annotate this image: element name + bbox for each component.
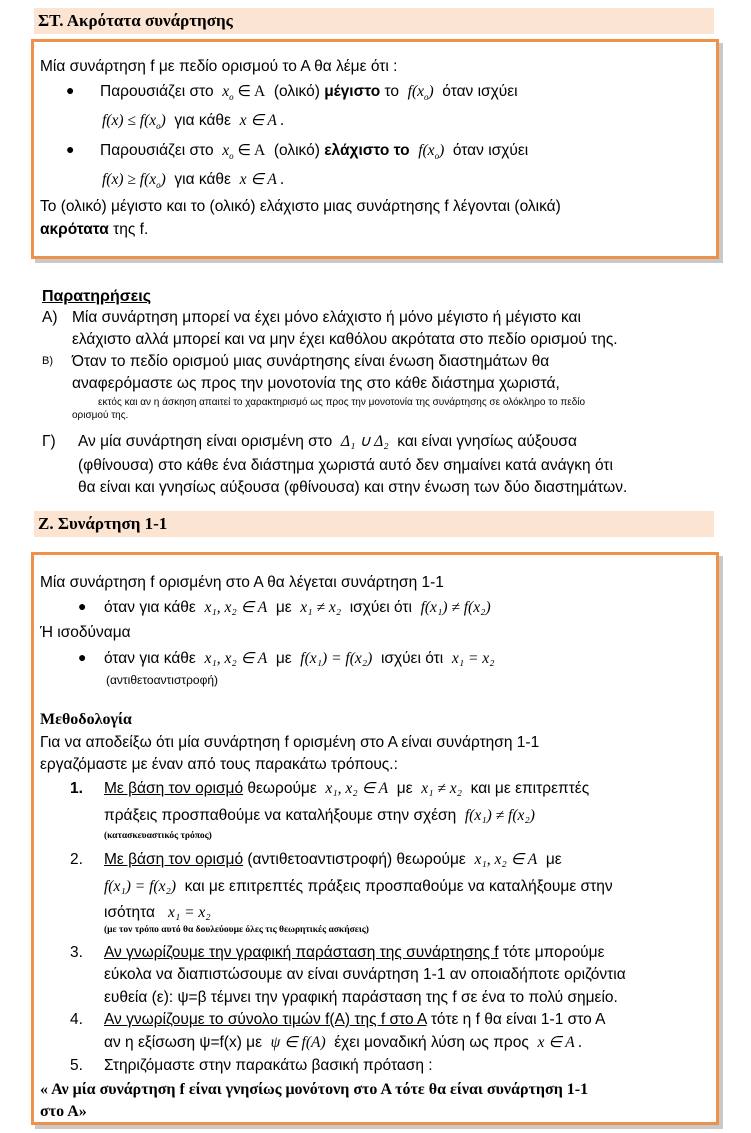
step-2-note: (με τον τρόπο αυτό θα δουλεύουμε όλες τις θεωρητικές ασκήσεις) [104, 925, 369, 935]
section-z-header [34, 511, 714, 537]
section-z-title: Ζ. Συνάρτηση 1-1 [38, 514, 168, 533]
step-2-line-2: f(x₁) = f(x₂) και με επιτρεπτές πράξεις προσπαθούμε να καταλήξουμε στην [104, 878, 613, 895]
step-1-note: (κατασκευαστικός τρόπος) [104, 831, 212, 841]
st-ending-line-2: ακρότατα της f. [40, 221, 149, 238]
step-1-line-2: πράξεις προσπαθούμε να καταλήξουμε στην σχέση f(x₁) ≠ f(x₂) [104, 807, 535, 824]
z-bullet-1: όταν για κάθε x₁, x₂ ∈ A με x₁ ≠ x₂ ισχύει ότι f(x₁) ≠ f(x₂) [104, 599, 491, 616]
z-intro: Μία συνάρτηση f ορισμένη στο Α θα λέγεται συνάρτηση 1-1 [40, 574, 444, 591]
note-a-label: Α) [42, 309, 58, 326]
note-b-line-2: αναφερόμαστε ως προς την μονοτονία της στο κάθε διάστημα χωριστά, [72, 375, 560, 392]
step-5-number: 5. [70, 1057, 83, 1074]
z-bullet-2: όταν για κάθε x₁, x₂ ∈ A με f(x₁) = f(x₂) ισχύει ότι x₁ = x₂ [104, 650, 495, 667]
method-intro-2: εργαζόμαστε με έναν από τους παρακάτω τρόπους.: [40, 756, 398, 773]
step-4-line-2: αν η εξίσωση ψ=f(x) με ψ ∈ f(A) έχει μοναδική λύση ως προς x ∈ A . [104, 1034, 583, 1051]
note-c-line-1: Αν μία συνάρτηση είναι ορισμένη στο Δ₁ ∪ Δ₂ και είναι γνησίως αύξουσα [78, 433, 577, 450]
bullet-icon: ● [78, 598, 87, 614]
note-b-line-3: εκτός και αν η άσκηση απαιτεί το χαρακτηρισμό ως προς την μονοτονία της συνάρτησης σε ολόκληρο το πεδίο [98, 397, 586, 408]
step-3-line-1: Αν γνωρίζουμε την γραφική παράσταση της συνάρτησης f τότε μπορούμε [104, 944, 605, 961]
note-a-line-2: ελάχιστο αλλά μπορεί και να μην έχει καθόλου ακρότατα στο πεδίο ορισμού της. [72, 331, 618, 348]
z-bullet-2-note: (αντιθετοαντιστροφή) [106, 673, 219, 687]
note-b-line-4: ορισμού της. [72, 410, 129, 421]
st-bullet-2-condition: $f(x) \ge f(x_o)$ για κάθε x ∈ A . [102, 171, 285, 191]
step-1-number: 1. [70, 780, 83, 797]
note-b-label: Β) [42, 355, 53, 367]
note-a-line-1: Μία συνάρτηση μπορεί να έχει μόνο ελάχιστο ή μόνο μέγιστο ή μέγιστο και [72, 309, 581, 326]
step-4-number: 4. [70, 1011, 83, 1028]
final-statement-line-1: « Αν μία συνάρτηση f είναι γνησίως μονότονη στο Α τότε θα είναι συνάρτηση 1-1 [40, 1081, 589, 1098]
st-bullet-1-condition: $f(x) \le f(x_o)$ για κάθε x ∈ A . [102, 112, 285, 132]
step-4-line-1: Αν γνωρίζουμε το σύνολο τιμών f(A) της f στο Α τότε η f θα είναι 1-1 στο Α [104, 1011, 606, 1028]
section-st-title: ΣΤ. Ακρότατα συνάρτησης [38, 11, 233, 30]
note-b-line-1: Όταν το πεδίο ορισμού μιας συνάρτησης είναι ένωση διαστημάτων θα [72, 353, 550, 370]
final-statement-line-2: στο Α» [40, 1103, 87, 1120]
bullet-icon: ● [66, 141, 75, 157]
method-intro-1: Για να αποδείξω ότι μία συνάρτηση f ορισμένη στο Α είναι συνάρτηση 1-1 [40, 734, 540, 751]
step-2-number: 2. [70, 851, 83, 868]
note-c-label: Γ) [42, 433, 56, 450]
step-3-line-2: εύκολα να διαπιστώσουμε αν είναι συνάρτηση 1-1 αν οποιαδήποτε οριζόντια [104, 966, 626, 983]
note-c-line-2: (φθίνουσα) στο κάθε ένα διάστημα χωριστά αυτό δεν σημαίνει κατά ανάγκη ότι [78, 457, 613, 474]
step-5-line: Στηριζόμαστε στην παρακάτω βασική πρόταση : [104, 1057, 433, 1074]
step-2-line-1: Με βάση τον ορισμό (αντιθετοαντιστροφή) θεωρούμε x₁, x₂ ∈ A με [104, 851, 562, 868]
note-c-line-3: θα είναι και γνησίως αύξουσα (φθίνουσα) και στην ένωση των δύο διαστημάτων. [78, 479, 628, 496]
st-intro: Μία συνάρτηση f με πεδίο ορισμού το Α θα λέμε ότι : [40, 58, 398, 75]
method-title: Μεθοδολογία [40, 711, 132, 728]
step-3-number: 3. [70, 944, 83, 961]
bullet-icon: ● [78, 649, 87, 665]
section-st-header [34, 8, 714, 34]
notes-title: Παρατηρήσεις [42, 288, 152, 305]
step-3-line-3: ευθεία (ε): ψ=β τέμνει την γραφική παράσταση της f σε ένα το πολύ σημείο. [104, 989, 618, 1006]
step-2-line-3: ισότητα x₁ = x₂ [104, 904, 211, 921]
st-ending-line-1: Το (ολικό) μέγιστο και το (ολικό) ελάχιστο μιας συνάρτησης f λέγονται (ολικά) [40, 198, 561, 215]
st-bullet-2: Παρουσιάζει στο $x_o$ ∈ A (ολικό) ελάχιστο το $f(x_o)$ όταν ισχύει [100, 142, 529, 162]
st-bullet-1: Παρουσιάζει στο $x_o$ ∈ A (ολικό) μέγιστο το $f(x_o)$ όταν ισχύει [100, 83, 518, 103]
z-equivalently: Ή ισοδύναμα [40, 624, 131, 641]
bullet-icon: ● [66, 82, 75, 98]
step-1-line-1: Με βάση τον ορισμό θεωρούμε x₁, x₂ ∈ A με x₁ ≠ x₂ και με επιτρεπτές [104, 780, 590, 797]
